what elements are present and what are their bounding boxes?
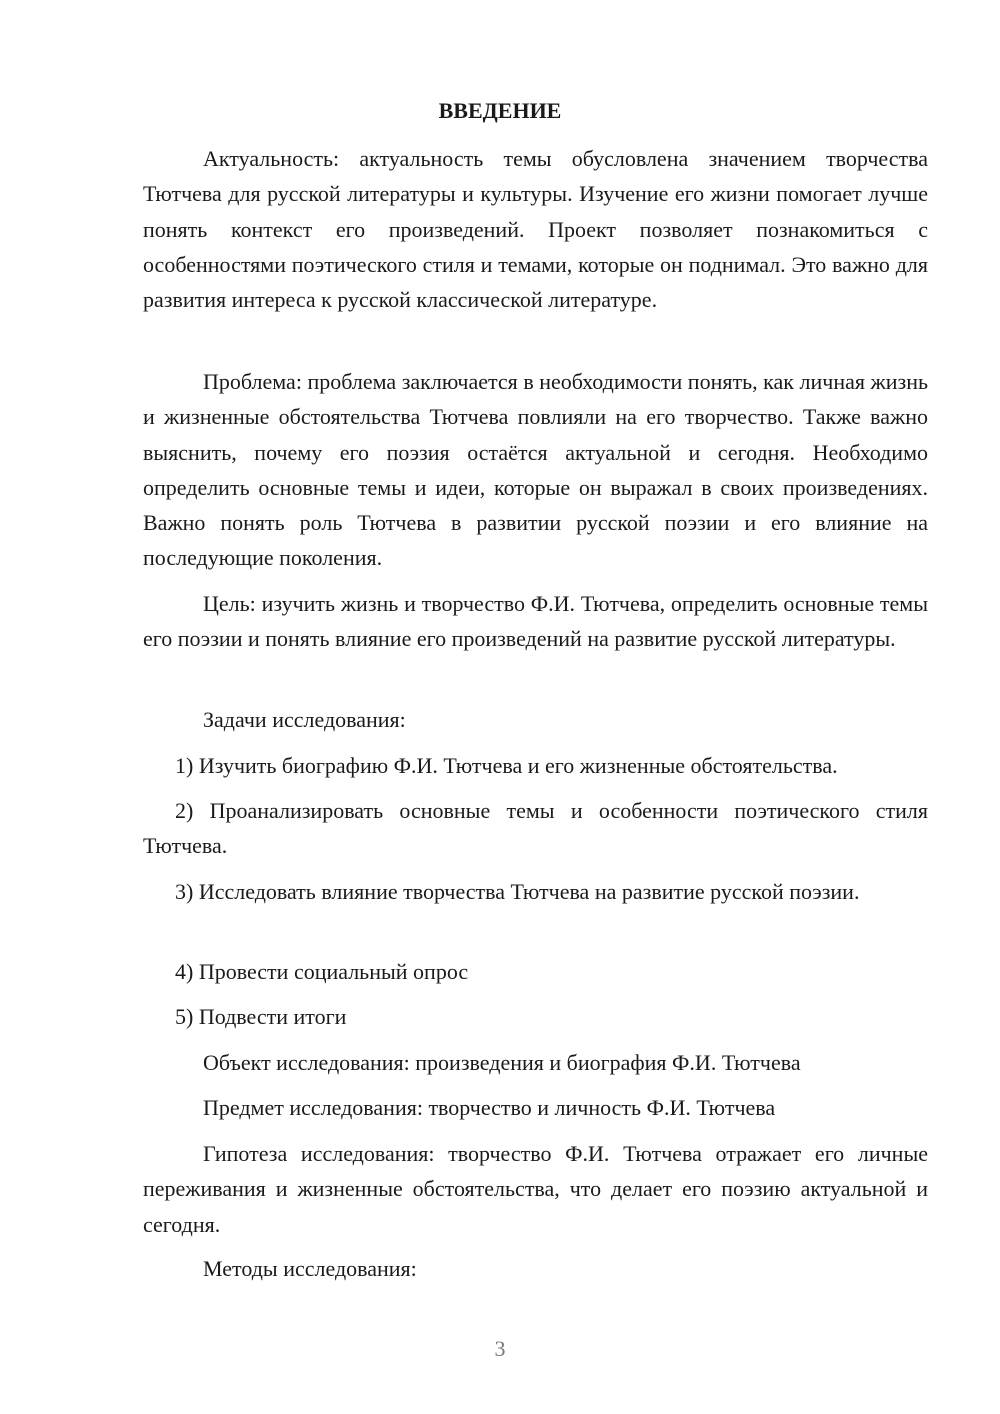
task-item-2: 2) Проанализировать основные темы и особенности поэтического стиля Тютчева.	[143, 798, 928, 859]
task-item-4: 4) Провести социальный опрос	[175, 959, 469, 984]
problem-paragraph: Проблема: проблема заключается в необходимости понять, как личная жизнь и жизненные обстоятельства Тютчева повлияли на его творчество. Также важно выяснить, почему его поэзия остаётся актуальной и сегодня. Необходимо определить основные темы и идеи, которые он выражал в своих произведениях. Важно понять роль Тютчева в развитии русской поэзии и его влияние на последующие поколения.	[143, 369, 928, 571]
goal-paragraph: Цель: изучить жизнь и творчество Ф.И. Тютчева, определить основные темы его поэзии и понять влияние его произведений на развитие русской литературы.	[143, 591, 928, 652]
task-item-1: 1) Изучить биографию Ф.И. Тютчева и его жизненные обстоятельства.	[175, 753, 838, 778]
research-subject: Предмет исследования: творчество и личность Ф.И. Тютчева	[203, 1095, 776, 1120]
research-hypothesis: Гипотеза исследования: творчество Ф.И. Тютчева отражает его личные переживания и жизненные обстоятельства, что делает его поэзию актуальной и сегодня.	[143, 1141, 928, 1237]
task-item-3: 3) Исследовать влияние творчества Тютчева на развитие русской поэзии.	[175, 879, 860, 904]
relevance-paragraph: Актуальность: актуальность темы обусловлена значением творчества Тютчева для русской литературы и культуры. Изучение его жизни помогает лучше понять контекст его произведений. Проект позволяет познакомиться с особенностями поэтического стиля и темами, которые он поднимал. Это важно для развития интереса к русской классической литературе.	[143, 146, 928, 313]
tasks-heading: Задачи исследования:	[203, 707, 406, 732]
section-heading: ВВЕДЕНИЕ	[438, 98, 562, 123]
page-number: 3	[494, 1336, 506, 1361]
methods-heading: Методы исследования:	[203, 1256, 417, 1281]
research-object: Объект исследования: произведения и биография Ф.И. Тютчева	[203, 1050, 801, 1075]
task-item-5: 5) Подвести итоги	[175, 1004, 347, 1029]
